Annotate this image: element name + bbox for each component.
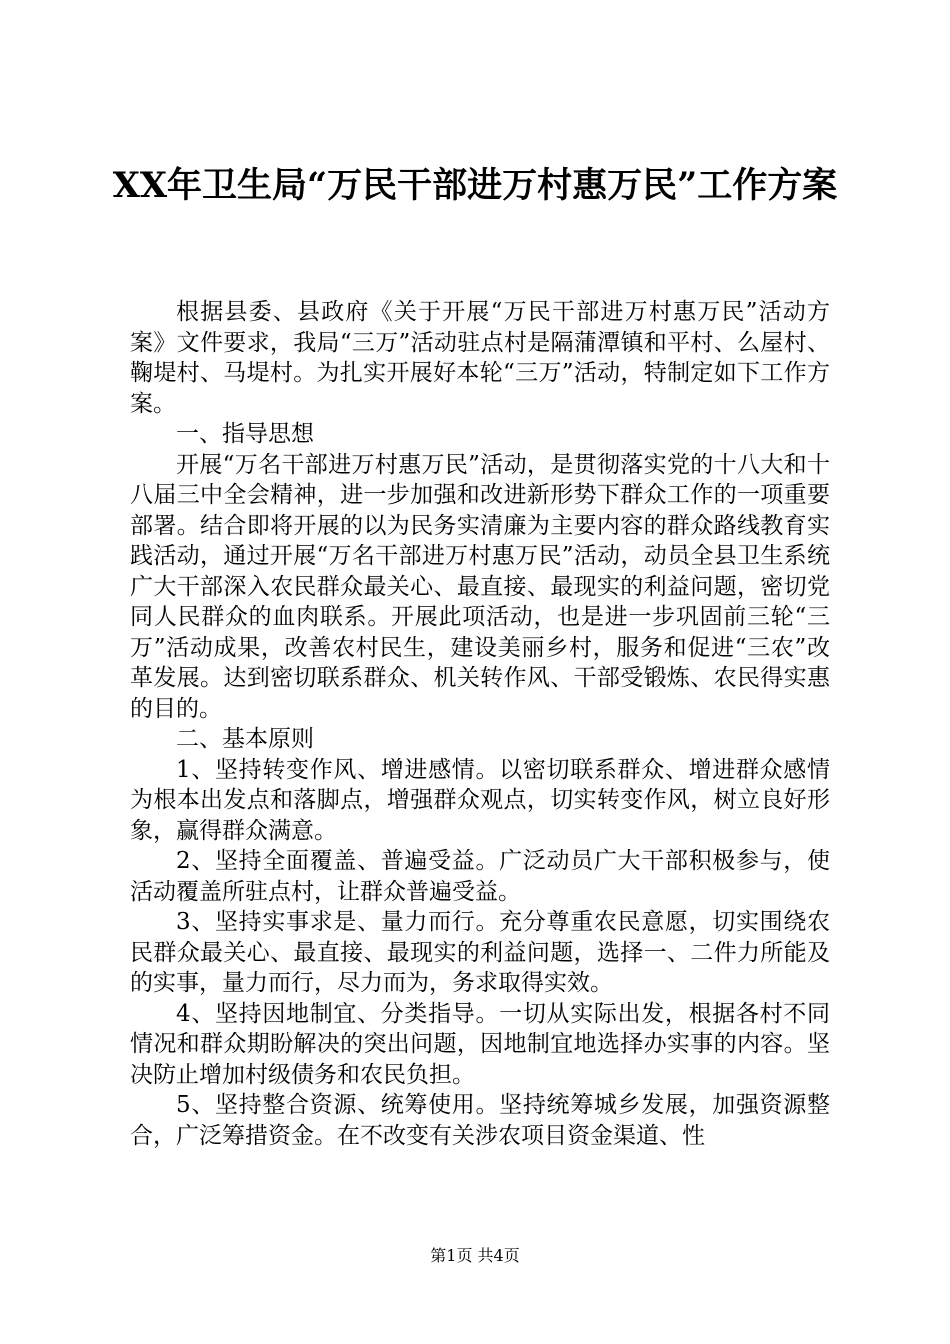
principle-paragraph: 3、坚持实事求是、量力而行。充分尊重农民意愿，切实围绕农民群众最关心、最直接、最现实的利益问题，选择一、二件力所能及的实事，量力而行，尽力而为，务求取得实效。 xyxy=(130,909,830,996)
document-title: XX年卫生局“万民干部进万村惠万民”工作方案 xyxy=(112,165,838,206)
body-paragraph: 开展“万名干部进万村惠万民”活动，是贯彻落实党的十八大和十八届三中全会精神，进一步加强和改进新形势下群众工作的一项重要部署。结合即将开展的以为民务实清廉为主要内容的群众路线教育实践活动，通过开展“万名干部进万村惠万民”活动，动员全县卫生系统广大干部深入农民群众最关心、最直接、最现实的利益问题，密切党同人民群众的血肉联系。开展此项活动，也是进一步巩固前三轮“三万”活动成果，改善农村民生，建设美丽乡村，服务和促进“三农”改革发展。达到密切联系群众、机关转作风、干部受锻炼、农民得实惠的目的。 xyxy=(130,451,830,722)
principle-paragraph: 2、坚持全面覆盖、普遍受益。广泛动员广大干部积极参与，使活动覆盖所驻点村，让群众普遍受益。 xyxy=(130,848,830,905)
document-body xyxy=(130,297,830,1151)
section-heading: 二、基本原则 xyxy=(176,726,314,752)
page-number-footer: 第1页 共4页 xyxy=(430,1246,520,1265)
principle-paragraph: 4、坚持因地制宜、分类指导。一切从实际出发，根据各村不同情况和群众期盼解决的突出问题，因地制宜地选择办实事的内容。坚决防止增加村级债务和农民负担。 xyxy=(130,1000,830,1088)
principle-paragraph: 5、坚持整合资源、统筹使用。坚持统筹城乡发展，加强资源整合，广泛筹措资金。在不改变有关涉农项目资金渠道、性 xyxy=(130,1092,830,1149)
section-heading: 一、指导思想 xyxy=(176,421,314,447)
principle-paragraph: 1、坚持转变作风、增进感情。以密切联系群众、增进群众感情为根本出发点和落脚点，增强群众观点，切实转变作风，树立良好形象，赢得群众满意。 xyxy=(130,756,830,844)
intro-paragraph: 根据县委、县政府《关于开展“万民干部进万村惠万民”活动方案》文件要求，我局“三万”活动驻点村是隔蒲潭镇和平村、么屋村、鞠堤村、马堤村。为扎实开展好本轮“三万”活动，特制定如下工作方案。 xyxy=(130,299,830,417)
